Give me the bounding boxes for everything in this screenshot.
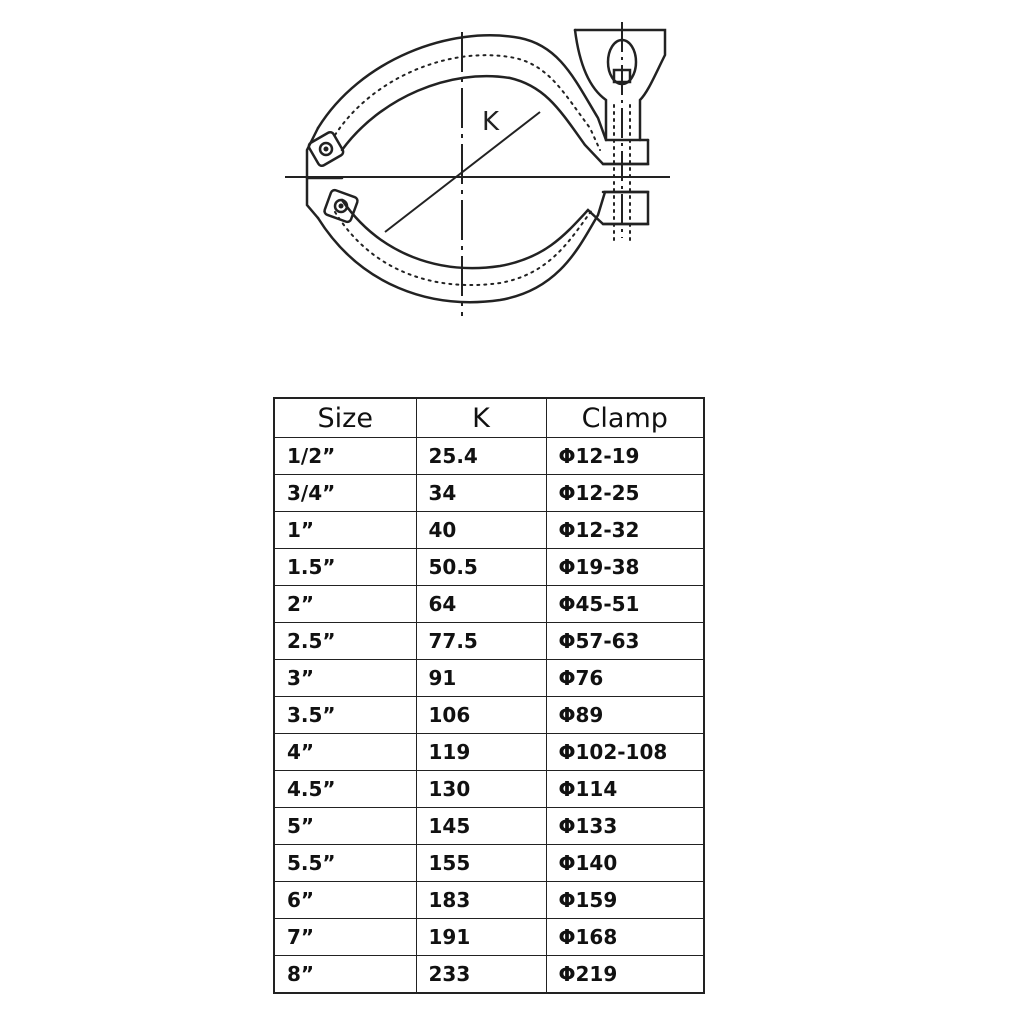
table-row [274,919,704,956]
cell-size: 4” [274,734,416,771]
cell-k: 130 [416,771,546,808]
header-clamp: Clamp [546,398,704,438]
size-spec-table [273,397,705,994]
cell-k: 64 [416,586,546,623]
cell-k: 155 [416,845,546,882]
table-row [274,808,704,845]
table-row [274,845,704,882]
cell-clamp: Φ12-32 [546,512,704,549]
cell-k: 25.4 [416,438,546,475]
table-row [274,586,704,623]
cell-k: 91 [416,660,546,697]
cell-size: 1/2” [274,438,416,475]
clamp-diagram [0,0,1024,340]
cell-size: 4.5” [274,771,416,808]
table-row [274,697,704,734]
cell-clamp: Φ76 [546,660,704,697]
cell-clamp: Φ140 [546,845,704,882]
table-row [274,475,704,512]
cell-k: 77.5 [416,623,546,660]
cell-clamp: Φ133 [546,808,704,845]
cell-clamp: Φ12-25 [546,475,704,512]
cell-clamp: Φ159 [546,882,704,919]
clamp-lower-arm-outer [318,192,648,302]
cell-k: 183 [416,882,546,919]
cell-size: 2” [274,586,416,623]
header-size: Size [274,398,416,438]
cell-clamp: Φ57-63 [546,623,704,660]
cell-k: 233 [416,956,546,994]
table-row [274,512,704,549]
cell-clamp: Φ168 [546,919,704,956]
cell-clamp: Φ45-51 [546,586,704,623]
cell-size: 5” [274,808,416,845]
cell-size: 5.5” [274,845,416,882]
table-row [274,771,704,808]
cell-size: 3/4” [274,475,416,512]
cell-size: 3” [274,660,416,697]
cell-k: 50.5 [416,549,546,586]
table-row [274,623,704,660]
cell-size: 1.5” [274,549,416,586]
clamp-lower-arm-inner [342,200,648,268]
cell-size: 2.5” [274,623,416,660]
k-dimension-label: K [482,107,500,137]
cell-k: 191 [416,919,546,956]
cell-size: 8” [274,956,416,994]
header-k: K [416,398,546,438]
cell-k: 119 [416,734,546,771]
table-row [274,549,704,586]
table-row [274,438,704,475]
table-row [274,882,704,919]
cell-clamp: Φ114 [546,771,704,808]
cell-size: 1” [274,512,416,549]
table-row [274,734,704,771]
cell-clamp: Φ12-19 [546,438,704,475]
cell-k: 106 [416,697,546,734]
cell-k: 40 [416,512,546,549]
table-row [274,660,704,697]
cell-clamp: Φ102-108 [546,734,704,771]
table-body [274,438,704,994]
cell-clamp: Φ219 [546,956,704,994]
table-row [274,956,704,994]
table-header-row [274,398,704,438]
cell-size: 6” [274,882,416,919]
cell-clamp: Φ19-38 [546,549,704,586]
cell-clamp: Φ89 [546,697,704,734]
cell-k: 145 [416,808,546,845]
cell-k: 34 [416,475,546,512]
cell-size: 7” [274,919,416,956]
cell-size: 3.5” [274,697,416,734]
